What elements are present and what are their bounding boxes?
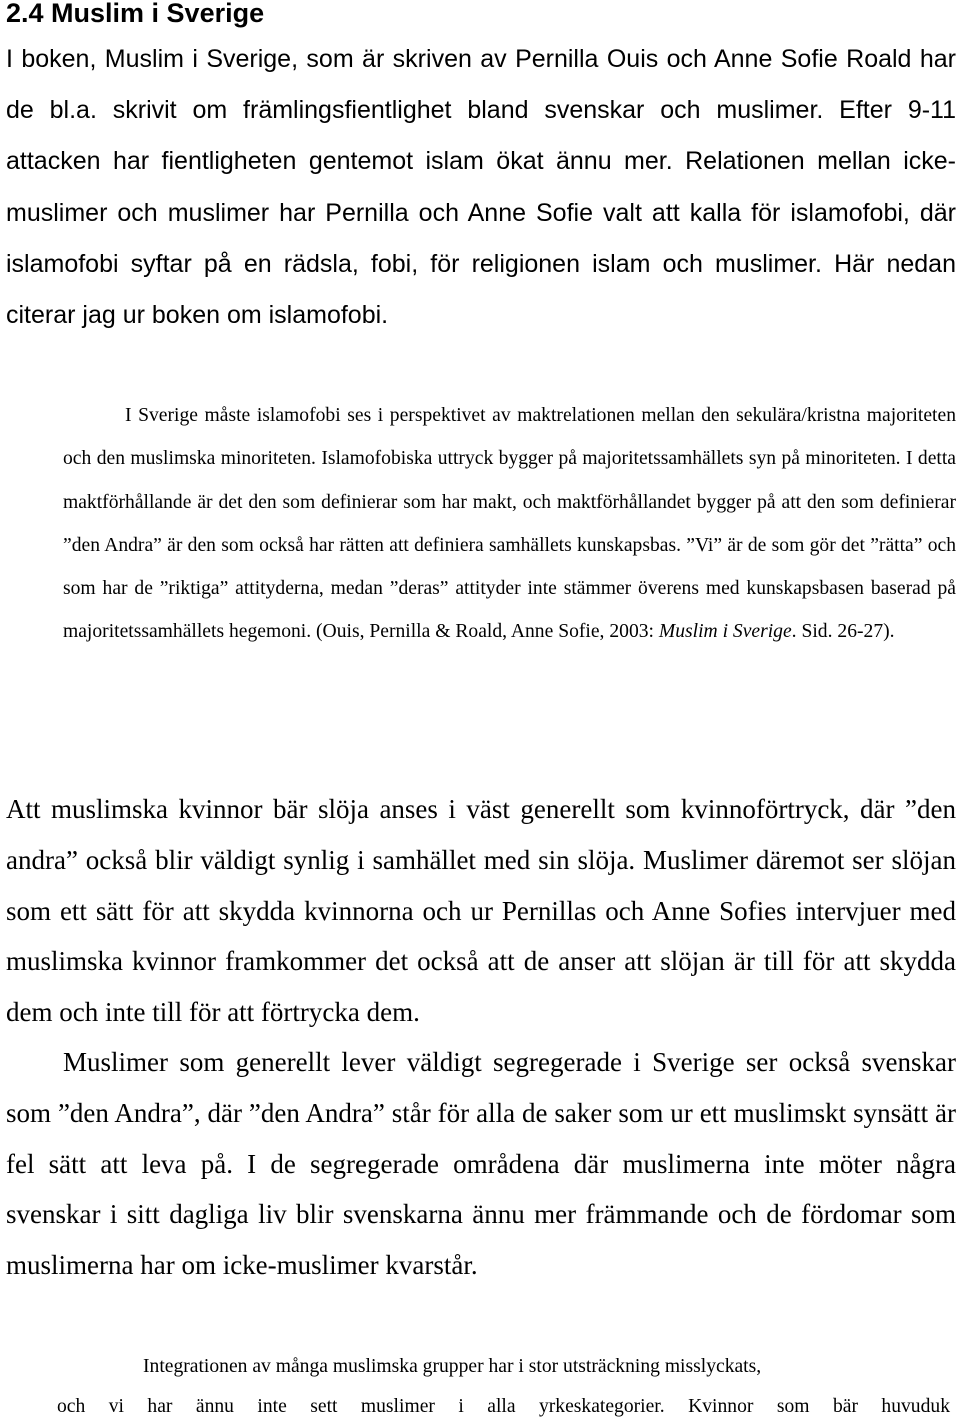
block-quote xyxy=(63,394,956,654)
section-heading: 2.4 Muslim i Sverige xyxy=(6,0,265,28)
integration-paragraph xyxy=(63,1344,956,1389)
intro-paragraph: I boken, Muslim i Sverige, som är skriven av Pernilla Ouis och Anne Sofie Roald har de bl.a. skrivit om främlingsfientlighet bland svenskar och muslimer. Efter 9-11 attacken har fientligheten gentemot islam ökat ännu mer. Relationen mellan icke-muslimer och muslimer har Pernilla och Anne Sofie valt att kalla för islamofobi, där islamofobi syftar på en rädsla, fobi, för religionen islam och muslimer. Här nedan citerar jag ur boken om islamofobi. xyxy=(6,45,956,330)
quote-text: I Sverige måste islamofobi ses i perspektivet av maktrelationen mellan den sekulära/kristna majoriteten och den muslimska minoriteten. Islamofobiska uttryck bygger på majoritetssamhällets syn på minoriteten. I detta maktförhållande är det den som definierar som har makt, och maktförhållandet bygger på att den som definierar ”den Andra” är den som också har rätten att definiera samhällets kunskapsbas. ”Vi” är de som gör det ”rätta” och som har de ”riktiga” attityderna, medan ”deras” attityder inte stämmer överens med kunskapsbasen baserad på majoritetssamhällets hegemoni. (Ouis, Pernilla & Roald, Anne Sofie, 2003: xyxy=(63,405,956,643)
segregation-paragraph xyxy=(6,1037,956,1291)
segregation-paragraph-text: Muslimer som generellt lever väldigt segregerade i Sverige ser också svenskar som ”den Andra”, där ”den Andra” står för alla de saker som ur ett muslimskt synsätt är fel sätt att leva på. I de segregerade områdena där muslimerna inte möter några svenskar i sitt dagliga liv blir svenskarna ännu mer främmande och de fördomar som muslimerna har om icke-muslimer kvarstår. xyxy=(6,1047,956,1281)
veil-paragraph-text: Att muslimska kvinnor bär slöja anses i väst generellt som kvinnoförtryck, där ”den andra” också blir väldigt synlig i samhället med sin slöja. Muslimer däremot ser slöjan som ett sätt för att skydda kvinnorna och ur Pernillas och Anne Sofies intervjuer med muslimska kvinnor framkommer det också att de anser att slöjan är till för att skydda dem och inte till för att förtrycka dem. xyxy=(6,794,956,1028)
quote-book-title: Muslim i Sverige xyxy=(658,621,792,643)
veil-paragraph xyxy=(6,784,956,1038)
integration-paragraph-continued: och vi har ännu inte sett muslimer i alla yrkeskategorier. Kvinnor som bär huvuduk xyxy=(57,1396,950,1417)
quote-citation-end: . Sid. 26-27). xyxy=(791,621,895,643)
integration-paragraph-text: Integrationen av många muslimska grupper har i stor utsträckning misslyckats, xyxy=(143,1356,762,1377)
